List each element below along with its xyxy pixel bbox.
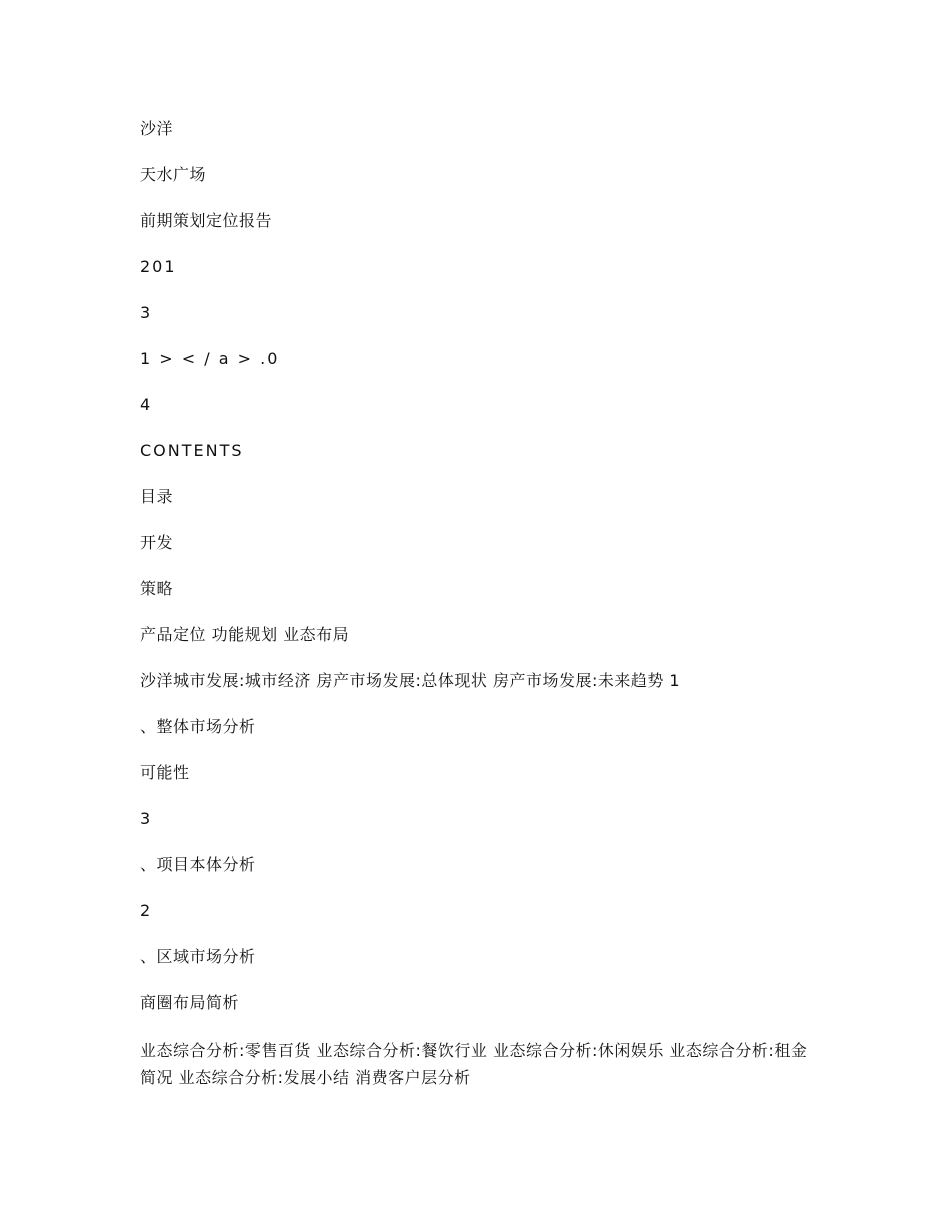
toc-item: 策略 — [140, 579, 174, 598]
year-fragment: 201 — [140, 257, 177, 276]
toc-item: 可能性 — [140, 763, 190, 782]
project-name: 天水广场 — [140, 165, 207, 184]
date-fragment: 1 > < / a > .0 — [140, 349, 280, 368]
toc-item: 、区域市场分析 — [140, 947, 256, 966]
toc-item: 、整体市场分析 — [140, 717, 256, 736]
report-title: 前期策划定位报告 — [140, 211, 273, 230]
toc-paragraph: 业态综合分析:零售百货 业态综合分析:餐饮行业 业态综合分析:休闲娱乐 业态综合分析:租金简况 业态综合分析:发展小结 消费客户层分析 — [140, 1041, 808, 1087]
year-fragment-digit: 3 — [140, 303, 153, 322]
toc-item: 沙洋城市发展:城市经济 房产市场发展:总体现状 房产市场发展:未来趋势 1 — [140, 671, 681, 690]
toc-item: 开发 — [140, 533, 174, 552]
toc-item: 商圈布局简析 — [140, 993, 240, 1012]
contents-heading: CONTENTS — [140, 441, 244, 460]
date-fragment-digit: 4 — [140, 395, 153, 414]
toc-heading: 目录 — [140, 487, 174, 506]
toc-item: 、项目本体分析 — [140, 855, 256, 874]
toc-item: 产品定位 功能规划 业态布局 — [140, 625, 350, 644]
project-location: 沙洋 — [140, 119, 174, 138]
toc-number: 3 — [140, 809, 153, 828]
document-page — [140, 117, 810, 1091]
toc-number: 2 — [140, 901, 153, 920]
